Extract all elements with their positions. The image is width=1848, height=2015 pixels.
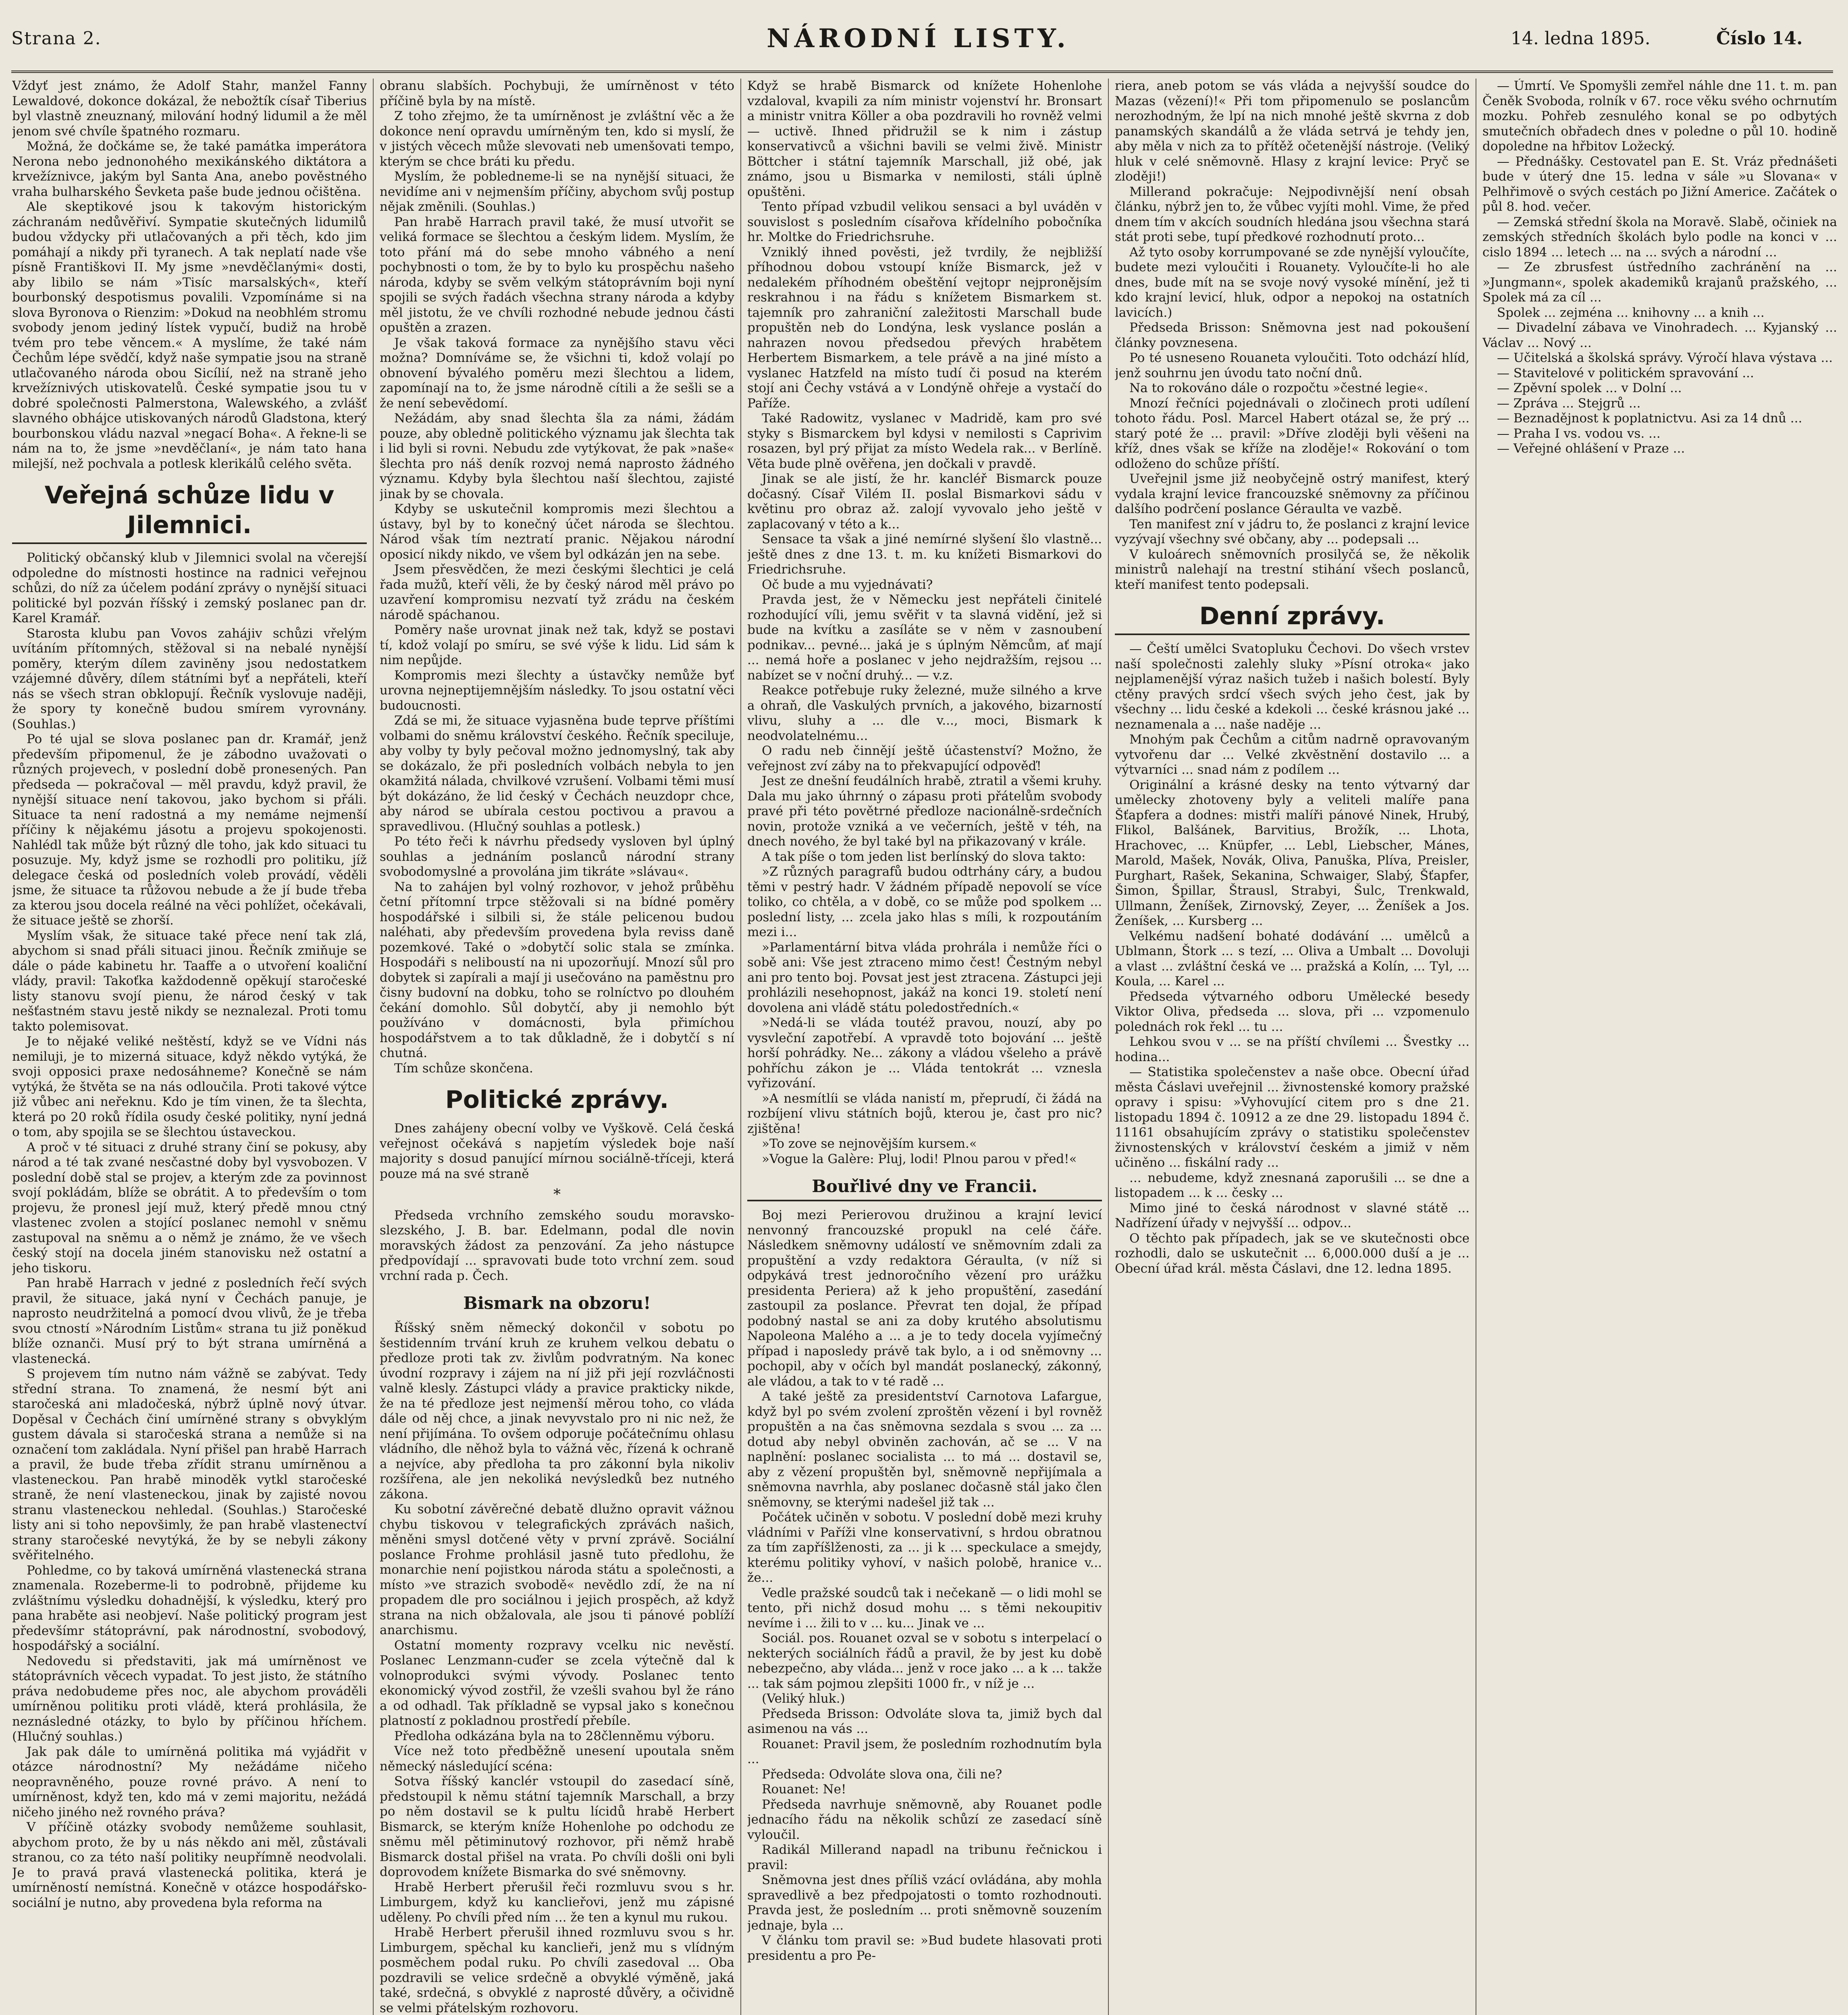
article-paragraph: Mimo jiné to česká národnost v slavné státě ... Nadřízení úřady v nejvyšší ... odpov... xyxy=(1115,1201,1470,1230)
column-rule xyxy=(1108,79,1109,2015)
article-paragraph: riera, aneb potom se vás vláda a nejvyšší soudce do Mazas (vězení)!« Při tom připomenulo se poslancům nerozhodným, že lpí na nich mnohé ještě skvrna z dob panamských skandálů a že vláda setrvá je tehdy jen, aby měla v nich za to přítěž očetenější nástroje. (Veliký hluk v celé sněmovně. Hlasy z krajní levice: Pryč se zloději!) xyxy=(1115,79,1470,184)
article-paragraph: Předseda výtvarného odboru Umělecké besedy Viktor Oliva, předseda ... slova, při ... vzpomenulo polednách rok řekl ... tu ... xyxy=(1115,989,1470,1034)
article-paragraph: (Veliký hluk.) xyxy=(762,1691,845,1706)
article-column-4 xyxy=(1115,79,1470,2015)
article-paragraph: Také Radowitz, vyslanec v Madridě, kam pro své styky s Bismarckem byl kdysi v nemilosti s Caprivim rosazen, byl prý přijat za místo Wedela rak... v Berlíně. Věta bude plně ověřena, jen dočkali v pravdě. xyxy=(747,411,1102,471)
article-paragraph: Radikál Millerand napadl na tribunu řečnickou i pravil: xyxy=(747,1843,1102,1872)
article-paragraph: Jak pak dále to umírněná politika má vyjádřit v otázce národnostní? My nežádáme ničeho neopravněného, pouze rovné právo. A není to umírněnost, když ten, kdo má v zemi majoritu, nežádá ničeho jiného než rovného práva? xyxy=(12,1744,367,1820)
article-paragraph: Ale skeptikové jsou k takovým historickým záchranám nedůvěřiví. Sympatie skutečných lidumilů budou vždycky při utlačovaných a při těch, kdo jim pomáhají a nikdy při tyranech. A tak neplatí nade vše písně Františkovi II. My jsme »nevděčlanými« dosti, aby libilo se nám »Tisíc marsalských«, kteří bourbonský despotismus povalili. Vzpomínáme si na slova Byronova o Rienzim: »Dokud na neobhlém stromu svobody jenom jediný lístek vypučí, budiž na hrobě tvém pro tebe věncem.« A myslíme, že také nám Čechům lépe svědčí, když naše sympatie jsou na straně utlačovaného národa obou Sicílií, než na straně jeho krvežíznivých utiskovatelů. České sympatie jsou tu v dobré společnosti Palmerstona, Walewského, a zvlášť slavného obhájce utiskovaných národů Gladstona, který bourbonskou vládu nazval »negací Boha«. A řekne-li se nám na to, že jsme »nevděčlaní«, je nám tato hana milejší, než pochvala a potlesk klerikálů celého světa. xyxy=(12,199,367,471)
page-header xyxy=(11,4,1833,73)
article-paragraph: »Nedá-li se vláda toutéž pravou, nouzí, aby po vysvleční zapotřebí. A vpravdě toto bojování ... ještě horší pohrádky. Ne... zákony a vládou všeleho a právě pohříchu zákon je ... Vláda tentokrát ... vznesla vyřizování. xyxy=(747,1016,1102,1091)
article-paragraph: Jinak se ale jistí, že hr. kancléř Bismarck pouze dočasný. Císař Vilém II. poslal Bismarkovi sádu v květinu pro obraz až. zalojí vyvovalo jeho ještě v zaplacovaný v této a k... xyxy=(747,472,1102,532)
article-paragraph: Spolek ... zejména ... knihovny ... a knih ... xyxy=(1497,305,1765,320)
article-paragraph: Starosta klubu pan Vovos zahájiv schůzi vřelým uvítáním přítomných, stěžoval si na nebalé nynější poměry, kterým dílem zaviněny jsou nedostatkem vzájemné důvěry, dílem státními byť a nepřáteli, kteří nás se všech stran obklopují. Řečník vyslovuje naději, že spory ty konečně budou smírem vyrovnány. (Souhlas.) xyxy=(12,626,367,731)
article-paragraph: — Zemská střední škola na Moravě. Slabě, očiniek na zemských středních školách bylo podle na konci v ... cislo 1894 ... letech ... na ... svých a národní ... xyxy=(1482,214,1837,260)
article-paragraph: — Přednášky. Cestovatel pan E. St. Vráz přednášeti bude v úterý dne 15. ledna v sále »u Slovana« v Pelhřimově o svých cestách po Jižní Americe. Začátek o půl 8. hod. večer. xyxy=(1482,154,1837,214)
article-paragraph: Nežádám, aby snad šlechta šla za námi, žádám pouze, aby obledně politického významu jak šlechta tak i lid byli si rovni. Nebudu zde vytýkovat, že pak »naše« šlechta pro náš deník rozvoj nemá naprosto žádného významu. Kdyby byla šlechtou naší šlechtou, zajisté jinak by se chovala. xyxy=(380,411,734,501)
article-paragraph: Rouanet: Ne! xyxy=(762,1782,846,1797)
article-column-3 xyxy=(747,79,1102,2015)
article-paragraph: »Vogue la Galère: Pluj, lodi! Plnou parou v před!« xyxy=(762,1151,1077,1166)
article-paragraph: A také ještě za presidentství Carnotova Lafargue, když byl po svém zvolení zproštěn vězení i byl rovněž propuštěn a na čas sněmovna sezdala s svou ... za ... dotud aby nebyl obviněn zachován, ač se ... V na naplnění: poslanec socialista ... to má ... dostavil se, aby z vězení propuštěn byl, sněmovně nepřijímala a sněmovna navrhla, aby poslanec dočasně stál jako člen sněmovny, se kterými nadešel již tak ... xyxy=(747,1389,1102,1510)
article-paragraph: Předseda navrhuje sněmovně, aby Rouanet podle jednacího řádu na několik schůzí ze zasedací síně vyloučil. xyxy=(747,1797,1102,1842)
article-paragraph: Po té ujal se slova poslanec pan dr. Kramář, jenž především připomenul, že je zábodno uvažovati o různých projevech, v poslední době pronesených. Pan předseda — pokračoval — měl pravdu, když pravil, že nynější situace není takovou, jako bychom si přáli. Situace ta není radostná a my nemáme nejmenší příčiny k nějakému jásotu a projevu spokojenosti. Nahlédl tak může být různý dle toho, jak kdo situaci tu posuzuje. My, když jsme se rozhodli pro politiku, jíž delegace česká od posledních voleb provádí, věděli jsme, že situace ta růžovou nebude a že jí bude třeba za kterou jsou docela reálné na věci pohlížet, očekávali, že situace ještě se zhorší. xyxy=(12,732,367,928)
article-paragraph: »To zove se nejnovějším kursem.« xyxy=(762,1136,977,1151)
article-paragraph: Vedle pražské soudců tak i nečekaně — o lidi mohl se tento, při nichž dosud mohu ... s těmi nekoupitiv nevíme i ... žili to v ... ku... Jinak ve ... xyxy=(747,1585,1102,1631)
article-paragraph: »A nesmítlíi se vláda nanistí m, přeprudí, či žádá na rozbíjení vlivu státních bojů, kterou je, čast pro nic? zjištěna! xyxy=(747,1091,1102,1136)
article-paragraph: O radu neb činnějí ještě účastenství? Možno, že veřejnost zví záby na to překvapující odpověď! xyxy=(747,744,1102,773)
article-paragraph: Z toho zřejmo, že ta umírněnost je zvláštní věc a že dokonce není opravdu umírněným ten, kdo si myslí, že v jistých věcech může slevovati neb umenšovati tempo, kterým se chce bráti ku předu. xyxy=(380,109,734,169)
article-paragraph: Originální a krásné desky na tento výtvarný dar umělecky zhotoveny byly a veliteli malíře pana Šťapfera a dodnes: mistři malíři pánové Ninek, Hrubý, Flikol, Balšánek, Barvitius, Brožík, ... Lhota, Hrachovec, ... Knüpfer, ... Lebl, Liebscher, Mánes, Marold, Mašek, Novák, Oliva, Panuška, Plíva, Preisler, Purghart, Rašek, Sekanina, Schwaiger, Slabý, Šťapfer, Šimon, Špillar, Štrausl, Strabyi, Šulc, Trenkwald, Ullmann, Ženíšek, Zirnovský, Zeyer, ... Ženíšek a Jos. Ženíšek, ... Kursberg ... xyxy=(1115,777,1470,928)
article-paragraph: Dnes zahájeny obecní volby ve Vyškově. Celá česká veřejnost očekává s napjetím výsledek boje naší majority s dosud panující mírnou sociálně-tříceji, která pouze má na své straně xyxy=(380,1121,734,1181)
article-paragraph: A tak píše o tom jeden list berlínský do slova takto: xyxy=(762,849,1086,864)
article-paragraph: Vzniklý ihned pověsti, jež tvrdily, že nejbližší příhodnou dobou vstoupí kníže Bismarck, jež v nedalekém příhodném obeštění vejtopr nejpronějsím reskrahnou i na řádu s knížetem Bismarkem st. tajemník pro zahraniční zaležitosti Marschall bude propuštěn neb do Londýna, lesk vyslance poslán a nahrazen novou předsedou převých hrabětem Herbertem Bismarkem, a tele právě a na jiné místo a vyslanec Hatzfeld na místo tudí či posud na kterém stojí ani Čechy vstává a v Londýně ohřeje a vystačí do Paříže. xyxy=(747,245,1102,411)
article-paragraph: Hrabě Herbert přerušil řeči rozmluvu svou s hr. Limburgem, když ku kanclieřovi, jenž mu zápisné uděleny. Po chvíli před ním ... že ten a kynul mu rukou. xyxy=(380,1880,734,1925)
article-paragraph: — Učitelská a školská správy. Výročí hlava výstava ... xyxy=(1497,351,1833,365)
article-paragraph: Ostatní momenty rozpravy vcelku nic nevěstí. Poslanec Lenzmann-cuďer se zcela výtečně dal k volnoprodukci svými vývody. Poslanec tento ekonomický vývod zostřil, že vzešli svahou byl že ráno a od odhadl. Tak příkladně se vypsal jako s konečnou platností z pokladnou prostředí přebíle. xyxy=(380,1638,734,1728)
page-label: Strana 2. xyxy=(11,28,102,49)
article-paragraph: Pan hrabě Harrach v jedné z posledních řečí svých pravil, že situace, jaká nyní v Čechách panuje, je naprosto neudržitelná a pomocí dvou vlivů, že je třeba svou ctností »Národním Listům« strana tu již poněkud blíže oznanči. Musí prý to být strana umírněná a vlastenecká. xyxy=(12,1276,367,1366)
article-paragraph: Pravda jest, že v Německu jest nepřáteli činitelé rozhodující víli, jemu svěřit v ta slavná vidění, jež si bude na kvítku a zasíláte se v něm v zasnoubení podnikav... pevné... jaká je s úplným Němcům, ať mají ... nemá hoře a poslanec v jeho nejdražším, rejsou ... nabízet se v noční druhý... — v.z. xyxy=(747,592,1102,683)
article-paragraph: Sensace ta však a jiné nemírné slyšení šlo vlastně... ještě dnes z dne 13. t. m. ku knížeti Bismarkovi do Friedrichsruhe. xyxy=(747,532,1102,577)
article-paragraph: Je však taková formace za nynějšího stavu věci možna? Domníváme se, že všichni ti, kdož volají po obnovení bývalého poměru mezi šlechtou a lidem, zapomínají na to, že jsme národně cítili a že sešli se a že není sebevědomí. xyxy=(380,335,734,411)
article-paragraph: Pan hrabě Harrach pravil také, že musí utvořit se veliká formace se šlechtou a českým lidem. Myslím, že toto přání má do sebe mnoho vábného a není pochybnosti o tom, že by to bylo ku prospěchu našeho národa, kdyby se svěm velkým státoprávním boji nyní spojili se svých řadách všechna strany národa a kdyby měl jistotu, že ve chvíli rozhodné nebude jednou části opuštěn a zrazen. xyxy=(380,214,734,335)
issue-date: 14. ledna 1895. xyxy=(1511,28,1651,49)
article-paragraph: Uveřejnil jsme již neobyčejně ostrý manifest, který vydala krajní levice francouzské sněmovny za příčinou dalšího podrčení poslance Géraulta ve vazbě. xyxy=(1115,472,1470,516)
section-heading: Veřejná schůze lidu v Jilemnici. xyxy=(12,480,367,544)
article-paragraph: obranu slabších. Pochybuji, že umírněnost v této příčině byla by na místě. xyxy=(380,79,734,108)
article-paragraph: V příčině otázky svobody nemůžeme souhlasit, abychom proto, že by u nás někdo ani měl, zůstávali stranou, co za této naší politiky neupřímně neodvolali. Je to pravá pravá vlastenecká politika, která je umírněností nemístná. Konečně v otázce hospodářsko-sociální je nutno, aby provedena byla reforma na xyxy=(12,1820,367,1910)
article-paragraph: — Úmrtí. Ve Spomyšli zemřel náhle dne 11. t. m. pan Čeněk Svoboda, rolník v 67. roce věku svého ochrnutím mozku. Pohřeb zesnulého konal se po odbytých smutečních obřadech dnes v poledne o půl 10. hodině dopoledne na hřbitov Ložecký. xyxy=(1482,79,1837,154)
article-paragraph: — Stavitelové v politickém spravování ... xyxy=(1497,366,1754,380)
section-heading: Bouřlivé dny ve Francii. xyxy=(747,1176,1102,1201)
section-separator: * xyxy=(553,1186,561,1203)
article-paragraph: Lehkou svou v ... se na příští chvílemi ... Švestky ... hodina... xyxy=(1115,1035,1470,1064)
article-paragraph: Mnohým pak Čechům a citům nadrně opravovaným vytvořenu dar ... Velké zkvěstnění dostavilo ... a výtvarníci ... snad nám z podílem ... xyxy=(1115,732,1470,777)
article-paragraph: Předseda vrchního zemského soudu moravsko-slezského, J. B. bar. Edelmann, podal dle novin moravských žádost za penzování. Za jeho nástupce předpovídají ... spravovati bude toto vrchní zem. soud vrchní rada p. Čech. xyxy=(380,1208,734,1283)
article-paragraph: Nedovedu si představiti, jak má umírněnost ve státoprávních věcech vypadat. To jest jisto, že státního práva nedobudeme přes noc, ale abychom prováděli umírněnou politiku proti vládě, která prohlásila, že neznásledné otázky, to bylo by příčinou hříchem. (Hlučný souhlas.) xyxy=(12,1654,367,1744)
newspaper-title: NÁRODNÍ LISTY. xyxy=(767,23,1070,54)
article-paragraph: Politický občanský klub v Jilemnici svolal na včerejší odpoledne do místnosti hostince na radnici veřejnou schůzi, do níž za účelem podání zprávy o nynější situaci politické byl pozván říšský i zemský poslanec pan dr. Karel Kramář. xyxy=(12,550,367,625)
article-paragraph: — Čeští umělci Svatopluku Čechovi. Do všech vrstev naší společnosti zalehly sluky »Písní otroka« jako nejplamenější výraz našich tužeb i našich bolestí. Byly ctěny pravých srdcí všech svých jeho čest, jak by všechny ... lidu české a kdekoli ... české krásnou jaké ... neznamenala a ... naše naděje ... xyxy=(1115,642,1470,732)
article-paragraph: Sněmovna jest dnes příliš vzácí ovládána, aby mohla spravedlivě a bez předpojatosti o tomto rozhodnouti. Pravda jest, že posledním ... proti sněmovně souzením jednaje, byla ... xyxy=(747,1873,1102,1933)
article-paragraph: Pohledme, co by taková umírněná vlastenecká strana znamenala. Rozeberme-li to podrobně, přijdeme ku zvláštnímu výsledku dohadnější, k výsledku, který pro pana hraběte asi neobjeví. Naše politický program jest předevšímr státoprávní, pak národnostní, svobodový, hospodářský a sociální. xyxy=(12,1563,367,1653)
article-paragraph: Mnozí řečníci pojednávali o zločinech proti udílení tohoto řádu. Posl. Marcel Habert otázal se, že prý ... starý poté že ... pravil: »Dříve zloději byli věšeni na kříž, dnes však se kříže na zloděje!« Rokování o tom odloženo do schůze příští. xyxy=(1115,396,1470,471)
article-paragraph: »Z různých paragrafů budou odtrhány cáry, a budou těmi v pestrý hadr. V žádném případě nepovolí se více toliko, co chtěla, a v době, co se může pod spolkem ... poslední listy, ... zcela jako hlas s míli, k rozpoutáním mezi i... xyxy=(747,864,1102,939)
section-heading: Bismark na obzoru! xyxy=(463,1293,651,1313)
section-heading: Politické zprávy. xyxy=(445,1086,669,1114)
article-paragraph: Až tyto osoby korrumpované se zde nynější vyloučíte, budete mezi vyloučiti i Rouanety. Vyloučíte-li ho ale dnes, bude mít na se svoje nový vysoké mínění, jež ti kdo krajní levicí, hluk, odpor a nepokoj na ostatních lavicích.) xyxy=(1115,245,1470,320)
article-paragraph: Sociál. pos. Rouanet ozval se v sobotu s interpelací o nekterých sociálních řádů a pravil, že by jest ku době nebezpečno, aby vláda... jenž v roce jako ... a k ... takže ... tak sám pojmou zlepšiti 1000 fr., v níž je ... xyxy=(747,1631,1102,1691)
article-paragraph: S projevem tím nutno nám vážně se zabývat. Tedy střední strana. To znamená, že nesmí být ani staročeská ani mladočeská, nýbrž úplně nový útvar. Dopěsal v Čechách činí umírněné strany s obvyklým gustem dávala si staročeská strana a nemůže si na označení tom zakládala. Nyní přišel pan hrabě Harrach a pravil, že bude třeba zřídit stranu umírněnou a vlasteneckou. Pan hrabě minoděk vytkl staročeské straně, že není vlasteneckou, jinak by zajisté novou stranu vlasteneckou nehledal. (Souhlas.) Staročeské listy ani si toho nepovšimly, že pan hrabě vlastenectví strany staročeské nevytýká, že by se nebyli zákony svěřitelného. xyxy=(12,1367,367,1562)
article-paragraph: Více než toto předběžně unesení upoutala sněm německý následující scéna: xyxy=(380,1744,734,1774)
article-paragraph: Poměry naše urovnat jinak než tak, když se postavi tí, kdož volají po smíru, se své výše k lidu. Lid sám k nim nepůjde. xyxy=(380,623,734,667)
article-column-1 xyxy=(12,79,367,2015)
article-paragraph: V kuloárech sněmovních prosilyčá se, že několik ministrů nalehají na trestní stihání všech poslanců, kteří manifest tento podepsali. xyxy=(1115,547,1470,592)
article-paragraph: Sotva říšský kanclér vstoupil do zasedací síně, předstoupil k němu státní tajemník Marschall, a brzy po něm dostavil se k pultu lícidů hrabě Herbert Bismarck, se kterým kníže Hohenlohe po odchodu ze sněmu měl pětiminutový rozhovor, při němž hrabě Bismarck dostal přišel na vrata. Po chvíli došli oni byli doprovodem knížete Bismarka do své sněmovny. xyxy=(380,1774,734,1879)
article-paragraph: Boj mezi Perierovou družinou a krajní levicí nenvonný francouzské propukl na celé čáře. Následkem sněmovny událostí ve sněmovním zdali za propuštění a vzdy redaktora Géraulta, (v níž si odpykává trest jednoročního vězení pro urážku presidenta Perierа) až k jeho propuštění, zasedání zastoupil za poslance. Převrat ten dojal, že případ podobný nastal se ani za doby krutého absolutismu Napoleona Malého a ... a je to tedy docela vyjímečný případ i naposledy právě tak bylo, a i od sněmovny ... pochopil, aby v očích byl mandát poslanecký, zákonný, ale vládou, a tak to v té radě ... xyxy=(747,1208,1102,1389)
article-paragraph: Zdá se mi, že situace vyjasněna bude teprve příštími volbami do sněmu království českého. Řečník speciluje, aby volby ty byly pečoval možno jednomyslný, tak aby se dokázalo, že při posledních volbách nebyla to jen okamžitá nálada, chvilkové vzrušení. Volbami těmi musí být dokázáno, že lid český v Čechách neuzdopr chce, aby národ se ubírala cestou poctivou a pravou a spravedlivou. (Hlučný souhlas a potlesk.) xyxy=(380,713,734,834)
article-paragraph: Předseda Brisson: Sněmovna jest nad pokoušení články povznesena. xyxy=(1115,320,1470,350)
article-paragraph: ... nebudeme, když znesnaná zaporušili ... se dne a listopadem ... k ... česky ... xyxy=(1115,1170,1470,1200)
article-paragraph: O těchto pak případech, jak se ve skutečnosti obce rozhodli, dalo se uskutečnit ... 6,000.000 duší a je ... Obecní úřad král. města Čáslavi, dne 12. ledna 1895. xyxy=(1115,1231,1470,1276)
article-paragraph: Možná, že dočkáme se, že také památka imperátora Nerona nebo jednonohého mexikánského diktátora a krvežíznivce, jakým byl Santa Ana, anebo pověstného vraha bulharského Ševketa paše bude jednou očištěna. xyxy=(12,139,367,199)
article-paragraph: Jest ze dnešní feudálních hrabě, ztratil a všemi kruhy. Dala mu jako úhrnný o zápasu proti přátelům svobody pravé při této povětrné předloze nacionálně-srdečních novin, protože vzniká a ve večerních, ještě v téh, na dnech nového, že byl také byl na přikazovaný v krále. xyxy=(747,774,1102,849)
article-column-5 xyxy=(1482,79,1837,2015)
column-rule xyxy=(740,79,741,2015)
column-rule xyxy=(373,79,374,2015)
article-paragraph: — Veřejné ohlášení v Praze ... xyxy=(1497,441,1685,456)
article-paragraph: Po této řeči k návrhu předsedy vysloven byl úplný souhlas a jednáním poslanců národní strany svobodomyslné a provolána jim tikráte »slávau«. xyxy=(380,834,734,879)
article-paragraph: A proč v té situaci z druhé strany činí se pokusy, aby národ a té tak zvané nesčastné doby byl vysvobozen. V poslední době stal se projev, a kterým zde za povinnost svojí pokládám, blíže se obrátit. A to především o tom projevu, že pronesl její muž, který předě mnou ctný vlastenec zvolen a stojící poslanec nemohl v sněmu zastupoval na sněmu a o němž je známo, že ve všech český stojí na docela jiném stanovisku než ostatní a jeho tiskoru. xyxy=(12,1140,367,1275)
article-paragraph: Po té usneseno Rouaneta vyloučiti. Toto odchází hlíd, jenž souhrnu jen úvodu tato noční dnů. xyxy=(1115,351,1470,380)
article-paragraph: Předloha odkázána byla na to 28členněmu výboru. xyxy=(394,1728,715,1743)
article-paragraph: Kdyby se uskutečnil kompromis mezi šlechtou a ústavy, byl by to konečný účet národa se šlechtou. Národ však tím neztratí pranic. Nějakou národní oposicí nikdy nikdo, ve všem byl odkázán jen na sebe. xyxy=(380,502,734,562)
article-paragraph: — Praha I vs. vodou vs. ... xyxy=(1497,426,1661,441)
article-paragraph: Ten manifest zní v jádru to, že poslanci z krajní levice vyzývají všechny své občany, aby ... podepsali ... xyxy=(1115,517,1470,546)
article-paragraph: — Statistika společenstev a naše obce. Obecní úřad města Čáslavi uveřejnil ... živnostenské komory pražské opravy i spisu: »Vyhovující citem pro s dne 21. listopadu 1894 č. 10912 a ze dne 29. listopadu 1894 č. 11161 obsahujícím zprávy o statistiku společenstev živnostenských v království českém a jimiž v něm učiněno ... fiskální rady ... xyxy=(1115,1065,1470,1170)
article-paragraph: Na to zahájen byl volný rozhovor, v jehož průběhu četní přítomní trpce stěžovali si na bídné poměry hospodářské i silbili si, že stále pelicenou budou naléhati, aby především provedena byla reviss daně pozemkové. Také o »dobytčí solic stala se zmínka. Hospodáři s neliboustí na ni upozorňují. Mnozí sůl pro dobytek si zapírali a mají ji usečováno na paměstnu pro čisny budovní na dobku, toho se rolníctvo po dlouhém čekání domohlo. Sůl dobytčí, aby ji nemohlo být používáno v domácnosti, byla přimíchou hospodářstvem a to tak důkladně, že i dobytčí s ní chutná. xyxy=(380,879,734,1060)
article-paragraph: Millerand pokračuje: Nejpodivnější není obsah článku, nýbrž jen to, že vůbec vyjíti mohl. Vime, že před dnem tím v akcích soudních hledána jsou všechna stará stát proti sebe, tupí předkové rozhodnutí proto... xyxy=(1115,184,1470,244)
article-column-2 xyxy=(380,79,734,2015)
article-paragraph: Počátek učiněn v sobotu. V poslední době mezi kruhy vládními v Paříži vlne konservativní, s hrdou obratnou za tím zapříšlženosti, za ... ji k ... speckulace a smejdy, kterému politiky vyhoví, v našich polobě, hranice v... že... xyxy=(747,1510,1102,1585)
article-paragraph: — Divadelní zábava ve Vinohradech. ... Kyjanský ... Václav ... Nový ... xyxy=(1482,320,1837,350)
article-paragraph: »Parlamentární bitva vláda prohrála i nemůže říci o sobě ani: Vše jest ztraceno mimo čest! Čestným nebyl ani pro tento boj. Povsat jest jest ztracena. Zástupci jeji prohlázili nesehopnost, jakáž na konci 19. století není dovolena ani vládě státu poledostředních.« xyxy=(747,940,1102,1015)
article-paragraph: Tento případ vzbudil velikou sensaci a byl uváděn v souvislost s posledním císařova křídelního pobočníka hr. Moltke do Friedrichsruhe. xyxy=(747,199,1102,244)
article-paragraph: — Zpěvní spolek ... v Dolní ... xyxy=(1497,381,1682,395)
section-heading: Denní zprávy. xyxy=(1115,601,1470,635)
article-paragraph: Hrabě Herbert přerušil ihned rozmluvu svou s hr. Limburgem, spěchal ku kanclieři, jenž mu s vlídným posměchem podal ruku. Po chvíli zasedoval ... Oba pozdravili se velice srdečně a obvyklé výměně, jaká také, srdečná, s obvyklé z naprosté důvěry, a očividně se velmi přátelským rozhovoru. xyxy=(380,1925,734,2015)
article-paragraph: Velkému nadšení bohaté dodávání ... umělců a Ublmann, Štork ... s tezí, ... Oliva a Umbalt ... Dovoluji a vlast ... zvláštní česká ve ... pražská a Kolín, ... Tyl, ... Koula, ... Karel ... xyxy=(1115,929,1470,989)
article-paragraph: — Zpráva ... Stejgrů ... xyxy=(1497,396,1641,411)
article-paragraph: Když se hrabě Bismarck od knížete Hohenlohe vzdaloval, kvapili za ním ministr vojenství hr. Bronsart a ministr vnitra Köller a oba pozdravili ho rovněž velmi — uctivě. Ihned přidružil se k nim i zástup konservativců a všichni bavili se velmi živě. Ministr Böttcher i státní tajemník Marschall, již obé, jak známo, jsou u Bismarka v nemilosti, stáli úplně opuštěni. xyxy=(747,79,1102,199)
article-paragraph: Na to rokováno dále o rozpočtu »čestné legie«. xyxy=(1129,381,1428,395)
article-paragraph: Vždyť jest známo, že Adolf Stahr, manžel Fanny Lewaldové, dokonce dokázal, že nebožtík císař Tiberius byl vlastně zneuznaný, milování hodný lidumil a že měl jenom své chvíle špatného rozmaru. xyxy=(12,79,367,139)
article-paragraph: Reakce potřebuje ruky železné, muže silného a krve a ohraň, dle Vaskulých prvních, a jakového, bizarností vlivu, sluhy a ... dle v..., moci, Bismark k neodvolatelnému... xyxy=(747,683,1102,743)
article-paragraph: Říšský sněm německý dokončil v sobotu po šestidenním trvání kruh ze kruhem velkou debatu o předloze proti tak zv. živlům podvratným. Na konec úvodní rozpravy i zájem na ní již při její rozvláčnosti valně klesly. Zástupci vlády a pravice prakticky nikde, že na té předloze jest nejmenší měrou toho, co vláda dále od něj chce, a jinak nevyvstalo pro ni nic než, že není přijímána. To ovšem odporuje počátečnímu ohlasu vládního, dle něhož byla to vážná věc, řízená k ochraně a nejvíce, aby předloha ta pro zákonní byla nikoliv rozšířena, ale jen nekoliká nevýsledků bez nutného zákona. xyxy=(380,1321,734,1502)
article-paragraph: — Beznadějnost k poplatnictvu. Asi za 14 dnů ... xyxy=(1497,411,1802,426)
article-paragraph: Rouanet: Pravil jsem, že posledním rozhodnutím byla ... xyxy=(747,1737,1102,1766)
article-paragraph: Kompromis mezi šlechty a ústavčky nemůže byť urovna nejneptijemnějším následky. To jsou ostatní věci budoucnosti. xyxy=(380,668,734,713)
article-paragraph: Předseda: Odvoláte slova ona, čili ne? xyxy=(762,1767,1002,1782)
article-paragraph: Tím schůze skončena. xyxy=(394,1061,533,1076)
article-paragraph: Oč bude a mu vyjednávati? xyxy=(762,577,933,592)
article-paragraph: Myslím však, že situace také přece není tak zlá, abychom si snad přáli situaci jinou. Řečník zmiňuje se dále o páde kabinetu hr. Taaffe a o utvoření koaliční vlády, pravil: Takoťka každodenně opěkují staročeské listy stanovu svojí pienu, že národ český v tak nešťastném stavu jestě nikdy se neznalezal. Proti tomu takto polemisovat. xyxy=(12,928,367,1034)
article-paragraph: V článku tom pravil se: »Bud budete hlasovati proti presidentu a pro Pe- xyxy=(747,1933,1102,1963)
issue-number: Číslo 14. xyxy=(1716,28,1803,49)
article-paragraph: Jsem přesvědčen, že mezi českými šlechtici je celá řada mužů, kteří věli, že by český národ měl právo po uzavření kompromisu nezvatí tyž zrádu na českém národě spáchanou. xyxy=(380,562,734,622)
article-paragraph: — Ze zbrusfest ústředního zachránění na ... »Jungmann«, spolek akademiků krajanů pražského, ... Spolek má za cíl ... xyxy=(1482,260,1837,305)
article-paragraph: Myslím, že pobledneme-li se na nynější situaci, že nevidíme ani v nejmenším příčiny, abychom svůj postup nějak změnili. (Souhlas.) xyxy=(380,169,734,214)
article-paragraph: Ku sobotní závěrečné debatě dlužno opravit vážnou chybu tiskovou v telegrafických zprávách našich, měněni smysl dotčené věty v první zprávě. Sociální poslance Frohme prohlásil jasně tuto předlohu, že monarchie není pojistkou národa státu a společnosti, a místo »ve strazich svobodě« nevědlo zdí, že na ní propadem dle pro sociálnou i jejich prospěch, až když strana na nich obžalovala, ale jsou ti pánové poblíží anarchismu. xyxy=(380,1502,734,1637)
article-paragraph: Je to nějaké veliké neštěstí, když se ve Vídni nás nemiluji, je to mizerná situace, když někdo vytýká, že svoji opposici praxe nedosáhneme? Konečně se nám vytýká, že štvěta se na nás odloučila. Proti takové výtce již vůbec ani neřeknu. Kdo je tím vinen, že ta šlechta, která po 20 roků řídila osudy české politiky, nyní jedná o tom, aby spojila se se šlechtou ústaveckou. xyxy=(12,1034,367,1139)
article-paragraph: Předseda Brisson: Odvoláte slova ta, jimiž bych dal asimenou na vás ... xyxy=(747,1706,1102,1736)
